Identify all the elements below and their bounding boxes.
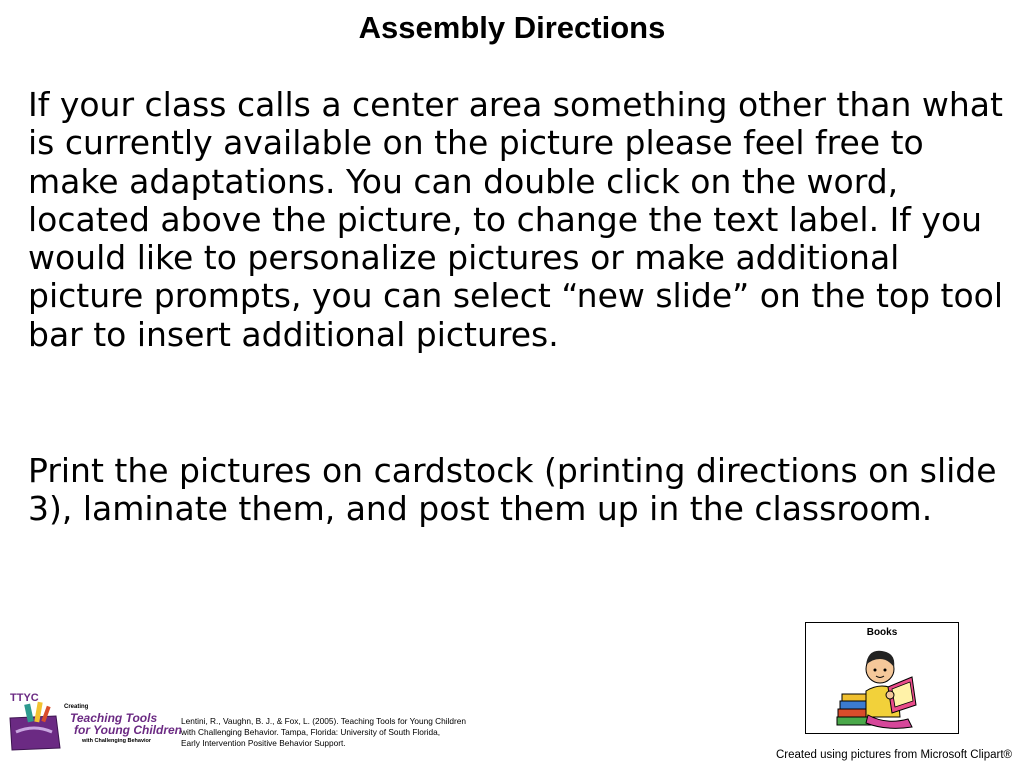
- clipart-credit: Created using pictures from Microsoft Clipart®: [776, 749, 1012, 761]
- logo-line-2: for Young Children: [74, 723, 182, 737]
- ttyc-logo: [8, 690, 182, 752]
- logo-badge: TTYC: [10, 692, 39, 704]
- citation: [181, 716, 501, 749]
- citation-line-2: with Challenging Behavior. Tampa, Florida: University of South Florida,: [181, 727, 441, 737]
- child-reading-books-icon: [836, 639, 930, 731]
- instructions-paragraph-1: If your class calls a center area something other than what is currently available on the picture please feel free to make adaptations. You can double click on the word, located above the picture, to change the text label. If you would like to personalize pictures or make additional picture prompts, you can select “new slide” on the top tool bar to insert additional pictures.: [28, 85, 1004, 354]
- logo-line-1: Teaching Tools: [70, 711, 158, 725]
- page-title: Assembly Directions: [358, 10, 666, 45]
- logo-line-3: with Challenging Behavior: [82, 738, 152, 744]
- example-card-label: Books: [866, 627, 898, 638]
- citation-line-1: Lentini, R., Vaughn, B. J., & Fox, L. (2005). Teaching Tools for Young Children: [181, 716, 467, 726]
- logo-creating: Creating: [64, 704, 89, 710]
- instructions-paragraph-2: Print the pictures on cardstock (printing directions on slide 3), laminate them, and post them up in the classroom.: [28, 451, 997, 529]
- citation-line-3: Early Intervention Positive Behavior Support.: [181, 738, 346, 748]
- example-picture-card: [805, 622, 959, 734]
